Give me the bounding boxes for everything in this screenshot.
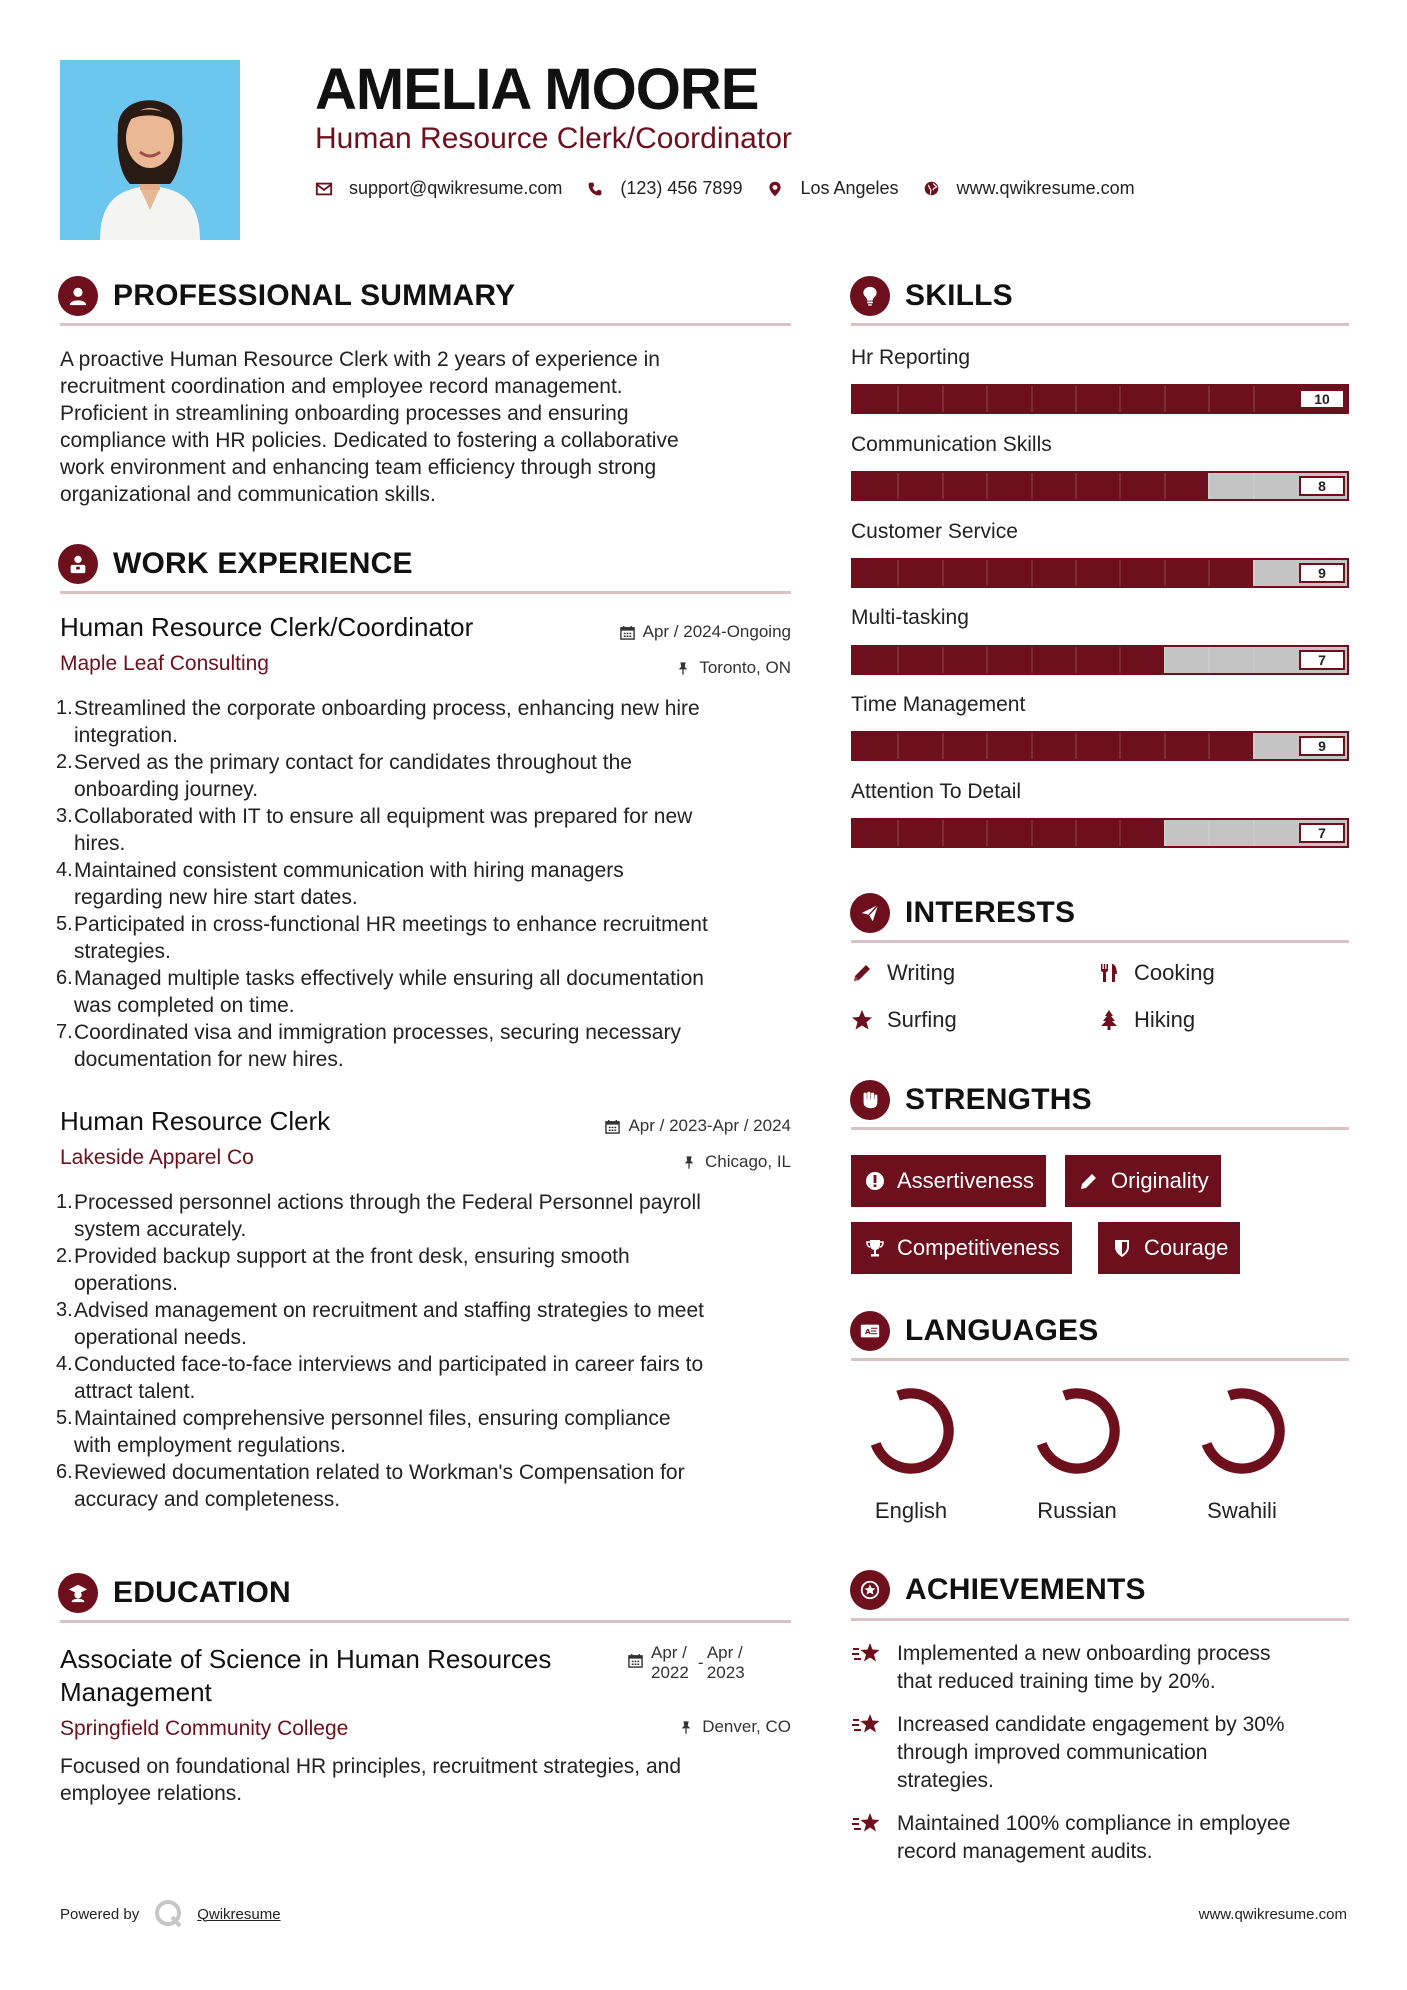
cutlery-icon — [1098, 962, 1120, 984]
paper-plane-icon — [850, 893, 890, 933]
skill-bar-segment — [1208, 473, 1210, 499]
skills-heading — [850, 276, 1013, 316]
skill-name: Communication Skills — [851, 433, 1052, 456]
interest-label: Cooking — [1134, 960, 1215, 985]
list-item: 6. Managed multiple tasks effectively while ensuring all documentation was completed on time. — [56, 967, 704, 1017]
pin-icon — [676, 661, 691, 676]
skill-score: 9 — [1299, 736, 1345, 756]
trophy-icon — [865, 1238, 885, 1258]
job-dates-text: Apr / 2023-Apr / 2024 — [628, 1116, 791, 1135]
education-location — [679, 1717, 791, 1737]
calendar-icon — [620, 625, 635, 640]
skill-score: 7 — [1299, 650, 1345, 670]
calendar-icon — [605, 1119, 620, 1134]
job-dates-text: Apr / 2024-Ongoing — [642, 622, 791, 641]
skill-bar — [851, 471, 1349, 501]
list-item: 1. Streamlined the corporate onboarding process, enhancing new hire integration. — [56, 697, 700, 747]
skill-bar-segment — [1031, 473, 1033, 499]
strength-chip — [1098, 1222, 1240, 1274]
qwikresume-link[interactable]: Qwikresume — [197, 1905, 281, 1923]
skill-bar-segment — [1208, 386, 1210, 412]
skill-bar-segment — [897, 473, 899, 499]
skill-bar-segment — [986, 386, 988, 412]
interest-item — [851, 1007, 957, 1033]
summary-line: organizational and communication skills. — [60, 483, 436, 506]
list-item: 2. Served as the primary contact for candidates throughout the onboarding journey. — [56, 751, 632, 801]
strengths-title: STRENGTHS — [905, 1083, 1092, 1116]
star-icon — [851, 1009, 873, 1031]
skill-bar-segment — [1031, 647, 1033, 673]
degree-line: Management — [60, 1677, 212, 1707]
phone-icon — [586, 180, 604, 198]
skill-bar — [851, 818, 1349, 848]
summary-heading — [58, 276, 515, 316]
contact-location — [766, 178, 898, 199]
skill-score: 9 — [1299, 563, 1345, 583]
candidate-name: AMELIA MOORE — [315, 57, 759, 122]
skill-bar-segment — [1075, 733, 1077, 759]
list-item: 7. Coordinated visa and immigration processes, securing necessary documentation for new hires. — [56, 1021, 681, 1071]
skill-bar-segment — [942, 820, 944, 846]
strengths-heading — [850, 1080, 1092, 1120]
achievements-divider — [851, 1618, 1349, 1621]
skill-bar-segment — [1253, 647, 1255, 673]
exclamation-circle-icon — [865, 1171, 885, 1191]
education-end: - Apr / 2023 — [697, 1643, 745, 1682]
languages-heading — [850, 1311, 1098, 1351]
skill-bar-segment — [1164, 560, 1166, 586]
skill-bar-segment — [1208, 820, 1210, 846]
list-item: 2. Provided backup support at the front desk, ensuring smooth operations. — [56, 1245, 630, 1295]
skill-bar-segment — [1208, 647, 1210, 673]
summary-divider — [60, 323, 791, 326]
language-name: Russian — [1037, 1498, 1117, 1523]
contact-phone-text: (123) 456 7899 — [620, 178, 743, 198]
contact-location-text: Los Angeles — [800, 178, 899, 198]
interests-heading — [850, 893, 1075, 933]
map-marker-icon — [766, 180, 784, 198]
strength-label: Originality — [1111, 1168, 1209, 1193]
star-badge-icon — [850, 1570, 890, 1610]
education-divider — [60, 1620, 791, 1623]
skill-bar-segment — [897, 647, 899, 673]
pencil-icon — [851, 962, 873, 984]
skills-title: SKILLS — [905, 279, 1013, 312]
skill-bar-segment — [1031, 386, 1033, 412]
school-name: Springfield Community College — [60, 1717, 349, 1740]
skill-bar-fill — [853, 647, 1164, 673]
achievements-heading — [850, 1570, 1146, 1610]
list-item: 4. Conducted face-to-face interviews and participated in career fairs to attract talent. — [56, 1353, 704, 1403]
skill-score: 7 — [1299, 823, 1345, 843]
language-name: English — [874, 1498, 948, 1523]
skill-bar — [851, 384, 1349, 414]
skill-bar-segment — [1208, 733, 1210, 759]
summary-line: recruitment coordination and employee record management. — [60, 375, 623, 398]
skill-score: 8 — [1299, 476, 1345, 496]
skill-bar-segment — [1253, 560, 1255, 586]
skill-bar-segment — [897, 386, 899, 412]
job-company: Maple Leaf Consulting — [60, 652, 269, 675]
skill-bar-segment — [1164, 647, 1166, 673]
summary-line: compliance with HR policies. Dedicated to fostering a collaborative — [60, 429, 679, 452]
job-location-text: Toronto, ON — [699, 658, 791, 677]
skill-bar-segment — [1119, 820, 1121, 846]
skill-score: 10 — [1299, 389, 1345, 409]
education-title: EDUCATION — [113, 1576, 291, 1609]
skill-name: Attention To Detail — [851, 780, 1022, 803]
education-desc: Focused on foundational HR principles, recruitment strategies, and employee relations. — [60, 1755, 681, 1805]
summary-line: work environment and enhancing team efficiency through strong — [60, 456, 657, 479]
job-dates — [605, 1116, 791, 1136]
skill-bar-segment — [1253, 733, 1255, 759]
achievement-item — [851, 1810, 1290, 1866]
contact-phone[interactable] — [586, 178, 742, 199]
footer-website[interactable]: www.qwikresume.com — [1198, 1906, 1347, 1923]
graduate-icon — [58, 1573, 98, 1613]
strength-chip — [1065, 1155, 1221, 1207]
achievement-item — [851, 1640, 1271, 1696]
skill-bar-segment — [1075, 386, 1077, 412]
skill-bar-fill — [853, 386, 1347, 412]
skill-bar-segment — [1119, 473, 1121, 499]
skill-bar-segment — [1119, 733, 1121, 759]
language-name: Swahili — [1207, 1498, 1277, 1523]
strength-label: Courage — [1144, 1235, 1229, 1260]
job-duties — [56, 1189, 796, 1513]
skill-bar-segment — [942, 647, 944, 673]
fist-icon — [850, 1080, 890, 1120]
interests-divider — [851, 940, 1349, 943]
contact-website[interactable] — [923, 178, 1135, 199]
skill-bar-segment — [986, 733, 988, 759]
interest-item — [851, 960, 955, 986]
skill-bar-segment — [1164, 733, 1166, 759]
powered-by-label: Powered by — [60, 1905, 140, 1923]
skill-bar-segment — [986, 560, 988, 586]
strength-chip — [851, 1155, 1046, 1207]
skill-bar-segment — [942, 733, 944, 759]
pin-icon — [682, 1155, 697, 1170]
strength-label: Competitiveness — [897, 1235, 1060, 1260]
summary-line: A proactive Human Resource Clerk with 2 years of experience in — [60, 348, 660, 371]
skill-bar-fill — [853, 560, 1253, 586]
skill-bar-segment — [1253, 820, 1255, 846]
contact-email-text: support@qwikresume.com — [349, 178, 563, 198]
education-dates — [628, 1643, 745, 1683]
shield-icon — [1112, 1238, 1132, 1258]
languages-divider — [851, 1358, 1349, 1361]
education-location-text: Denver, CO — [702, 1717, 791, 1736]
interest-item — [1098, 1007, 1195, 1033]
degree-line: Associate of Science in Human Resources — [60, 1644, 552, 1674]
candidate-role: Human Resource Clerk/Coordinator — [315, 122, 792, 155]
skills-divider — [851, 323, 1349, 326]
list-item: 5. Maintained comprehensive personnel files, ensuring compliance with employment regulations. — [56, 1407, 671, 1457]
job-title: Human Resource Clerk — [60, 1106, 331, 1136]
shooting-star-icon — [851, 1711, 883, 1739]
skill-name: Hr Reporting — [851, 346, 971, 369]
footer-powered-by — [60, 1898, 281, 1930]
list-item: 5. Participated in cross-functional HR meetings to enhance recruitment strategies. — [56, 913, 708, 963]
list-item: 4. Maintained consistent communication with hiring managers regarding new hire start dates. — [56, 859, 624, 909]
skill-bar-segment — [1253, 473, 1255, 499]
list-item: 1. Processed personnel actions through the Federal Personnel payroll system accurately. — [56, 1191, 701, 1241]
pencil-icon — [1079, 1171, 1099, 1191]
language-level-ring — [1195, 1384, 1289, 1478]
pin-icon — [679, 1720, 694, 1735]
skill-bar-segment — [1119, 560, 1121, 586]
svg-text:A: A — [864, 1327, 871, 1337]
job-duties — [56, 695, 796, 1073]
skill-bar — [851, 731, 1349, 761]
skill-bar-segment — [1253, 386, 1255, 412]
skill-bar-segment — [986, 820, 988, 846]
skill-bar — [851, 558, 1349, 588]
contact-bar — [315, 178, 1159, 199]
language-level-ring — [864, 1384, 958, 1478]
skill-bar-segment — [1031, 733, 1033, 759]
tree-icon — [1098, 1009, 1120, 1031]
contact-email[interactable] — [315, 178, 562, 199]
contact-website-text: www.qwikresume.com — [956, 178, 1135, 198]
skill-bar-segment — [1075, 647, 1077, 673]
list-item: 3. Advised management on recruitment and staffing strategies to meet operational needs. — [56, 1299, 704, 1349]
lightbulb-icon — [850, 276, 890, 316]
interest-label: Hiking — [1134, 1007, 1196, 1032]
shooting-star-icon — [851, 1640, 883, 1668]
skill-bar-segment — [1031, 820, 1033, 846]
interest-item — [1098, 960, 1215, 986]
language-item — [1192, 1384, 1292, 1524]
job-location — [682, 1152, 791, 1172]
skill-name: Multi-tasking — [851, 606, 969, 629]
strength-chip — [851, 1222, 1072, 1274]
profile-photo — [60, 60, 240, 240]
languages-title: LANGUAGES — [905, 1314, 1099, 1347]
qwikresume-logo-icon — [153, 1898, 185, 1930]
achievement-text: Implemented a new onboarding process that reduced training time by 20%. — [897, 1642, 1271, 1693]
skill-bar-segment — [1208, 560, 1210, 586]
skill-name: Customer Service — [851, 520, 1018, 543]
language-item — [861, 1384, 961, 1524]
skill-bar-segment — [1031, 560, 1033, 586]
briefcase-user-icon — [58, 544, 98, 584]
summary-line: Proficient in streamlining onboarding processes and ensuring — [60, 402, 629, 425]
skill-bar-segment — [1164, 473, 1166, 499]
skill-bar-segment — [897, 560, 899, 586]
user-icon — [58, 276, 98, 316]
skill-bar-segment — [942, 386, 944, 412]
achievement-text: Maintained 100% compliance in employee record management audits. — [897, 1812, 1291, 1863]
achievement-text: Increased candidate engagement by 30% through improved communication strategies. — [897, 1713, 1285, 1792]
calendar-icon — [628, 1653, 643, 1668]
skill-bar-segment — [1075, 473, 1077, 499]
summary-title: PROFESSIONAL SUMMARY — [113, 279, 516, 312]
skill-bar-segment — [942, 560, 944, 586]
language-level-ring — [1030, 1384, 1124, 1478]
language-icon — [850, 1311, 890, 1351]
job-title: Human Resource Clerk/Coordinator — [60, 612, 474, 642]
job-company: Lakeside Apparel Co — [60, 1146, 254, 1169]
achievement-item — [851, 1711, 1285, 1795]
skill-bar-segment — [897, 820, 899, 846]
skill-bar-segment — [986, 473, 988, 499]
shooting-star-icon — [851, 1810, 883, 1838]
interest-label: Writing — [887, 960, 956, 985]
job-location — [676, 658, 791, 678]
skill-bar-segment — [897, 733, 899, 759]
globe-icon — [923, 180, 941, 198]
skill-bar-segment — [1075, 560, 1077, 586]
experience-divider — [60, 591, 791, 594]
skill-bar-segment — [1164, 386, 1166, 412]
degree-title — [60, 1643, 551, 1709]
skill-bar-segment — [942, 473, 944, 499]
skill-bar-segment — [986, 647, 988, 673]
skill-bar — [851, 645, 1349, 675]
interests-title: INTERESTS — [905, 896, 1076, 929]
skill-name: Time Management — [851, 693, 1026, 716]
summary-text — [60, 346, 791, 508]
skill-bar-fill — [853, 733, 1253, 759]
strengths-divider — [851, 1127, 1349, 1130]
interest-label: Surfing — [887, 1007, 957, 1032]
list-item: 3. Collaborated with IT to ensure all equipment was prepared for new hires. — [56, 805, 693, 855]
strength-label: Assertiveness — [897, 1168, 1034, 1193]
experience-heading — [58, 544, 413, 584]
skill-bar-segment — [1119, 386, 1121, 412]
education-start: Apr / 2022 — [651, 1643, 689, 1682]
language-item — [1027, 1384, 1127, 1524]
education-heading — [58, 1573, 291, 1613]
achievements-title: ACHIEVEMENTS — [905, 1573, 1146, 1606]
skill-bar-segment — [1119, 647, 1121, 673]
skill-bar-fill — [853, 820, 1164, 846]
skill-bar-segment — [1075, 820, 1077, 846]
experience-title: WORK EXPERIENCE — [113, 547, 413, 580]
job-location-text: Chicago, IL — [705, 1152, 791, 1171]
envelope-icon — [315, 180, 333, 198]
skill-bar-segment — [1164, 820, 1166, 846]
list-item: 6. Reviewed documentation related to Workman's Compensation for accuracy and completeness. — [56, 1461, 685, 1511]
job-dates — [620, 622, 791, 642]
